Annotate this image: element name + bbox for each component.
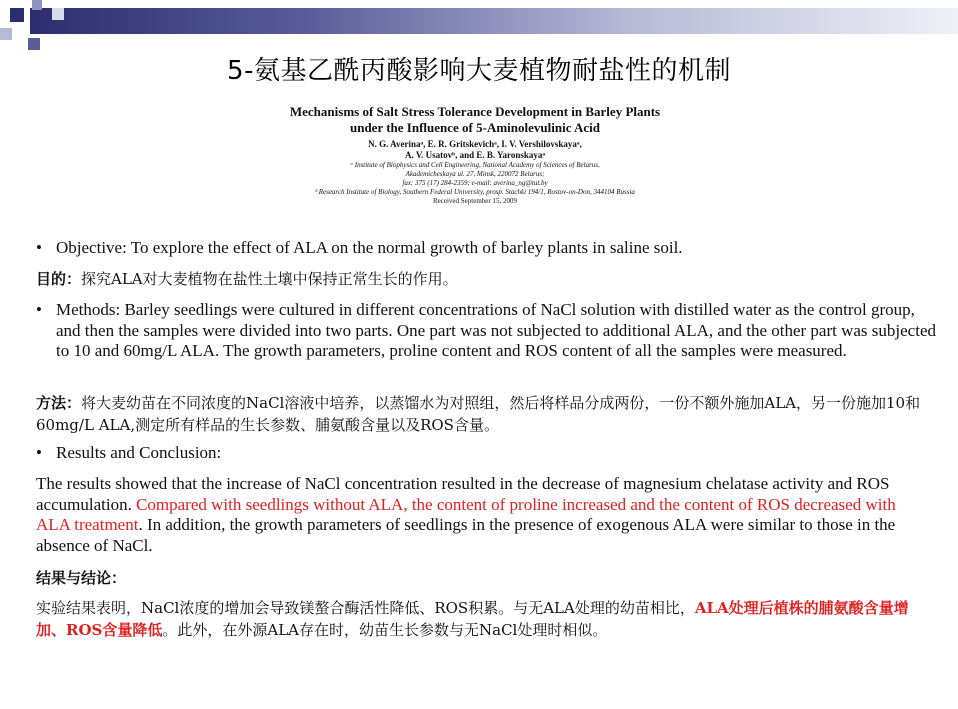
objective-zh (36, 268, 921, 290)
results-zh-highlight: ALA处理后植株的脯氨酸含量增加、ROS含量降低 (36, 599, 909, 639)
results-zh-label (36, 567, 921, 589)
results-zh-part3: 。此外，在外源ALA存在时，幼苗生长参数与无NaCl处理时相似。 (162, 621, 608, 639)
bullet-icon: • (36, 443, 42, 462)
results-label: 结果与结论： (36, 569, 127, 587)
results-zh-part1: 实验结果表明，NaCl浓度的增加会导致镁螯合酶活性降低、ROS积累。与无ALA处理的幼苗相比， (36, 599, 695, 617)
results-zh (36, 597, 921, 641)
decorative-square (0, 28, 12, 40)
slide-title: 5-氨基乙酰丙酸影响大麦植物耐盐性的机制 (227, 56, 731, 86)
decorative-square (52, 8, 64, 20)
objective-en-text: Objective: To explore the effect of ALA on the normal growth of barley plants in saline soil. (56, 238, 683, 257)
objective-zh-text: 探究ALA对大麦植物在盐性土壤中保持正常生长的作用。 (81, 270, 458, 288)
paper-title-line1: Mechanisms of Salt Stress Tolerance Development in Barley Plants (289, 104, 661, 119)
paper-authors-line1: N. G. Averinaᵃ, E. R. Gritskevichᵃ, I. V. Vershilovskayaᵃ, (368, 139, 582, 149)
decorative-square (10, 8, 24, 22)
results-heading (36, 443, 941, 464)
paper-affiliation-a2: Akademicheskaya ul. 27, Minsk, 220072 Belarus; (405, 170, 545, 178)
paper-received-date: Received September 15, 2009 (433, 197, 517, 205)
bullet-icon: • (36, 300, 42, 319)
paper-affiliation-b: ᵇ Research Institute of Biology, Southern Federal University, prosp. Stachki 194/1, Rostov-on-Don, 344104 Russia (315, 188, 635, 196)
methods-label: 方法： (36, 394, 82, 412)
paper-authors-line2: A. V. Usatovᵇ, and E. B. Yaronskayaᵃ (404, 150, 545, 160)
decorative-square (28, 38, 40, 50)
paper-affiliation-a3: fax: 375 (17) 284-2359; e-mail: averina_ng@tut.by (402, 179, 548, 187)
methods-en-text: Methods: Barley seedlings were cultured in different concentrations of NaCl solution with distilled water as the control group, and then the samples were divided into two parts. One part was not subjected to additional ALA, and the other part was subjected to 10 and 60mg/L ALA. The growth parameters, proline content and ROS content of all the samples were measured. (56, 300, 936, 360)
decorative-square (32, 0, 42, 10)
objective-en (36, 238, 941, 259)
results-en-part3: . In addition, the growth parameters of seedlings in the presence of exogenous ALA were similar to those in the absence of NaCl. (36, 515, 896, 555)
paper-header (250, 104, 700, 206)
header-gradient-bar (30, 8, 958, 34)
bullet-icon: • (36, 238, 42, 257)
objective-label: 目的： (36, 270, 82, 288)
paper-title-line2: under the Influence of 5-Aminolevulinic Acid (349, 120, 601, 135)
results-en-highlight: Compared with seedlings without ALA, the content of proline increased and the content of ROS decreased with ALA treatment (36, 494, 896, 534)
methods-en (36, 300, 941, 362)
results-en-part1: The results showed that the increase of NaCl concentration resulted in the decrease of magnesium chelatase activity and ROS accumulation. (36, 474, 890, 514)
results-en (36, 474, 921, 556)
methods-zh (36, 392, 921, 436)
paper-affiliation-a1: ᵃ Institute of Biophysics and Cell Engineering, National Academy of Sciences of Belarus, (350, 161, 600, 169)
results-heading-text: Results and Conclusion: (56, 443, 222, 462)
methods-zh-text: 将大麦幼苗在不同浓度的NaCl溶液中培养，以蒸馏水为对照组，然后将样品分成两份，一份不额外施加ALA，另一份施加10和60mg/L ALA,测定所有样品的生长参数、脯氨酸含量以及ROS含量。 (36, 394, 921, 434)
